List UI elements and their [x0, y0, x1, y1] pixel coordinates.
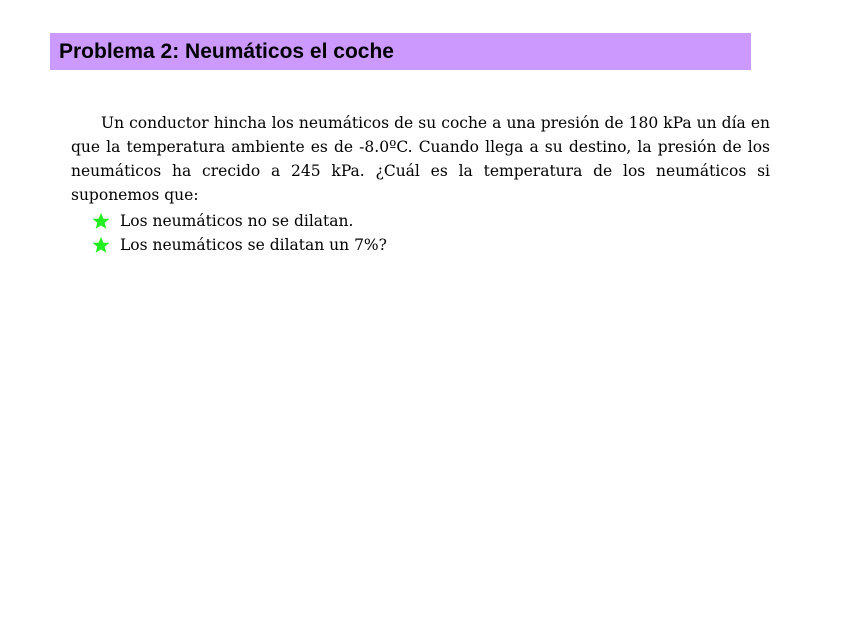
conditions-list — [71, 209, 770, 257]
page-title: Problema 2: Neumáticos el coche — [59, 40, 394, 63]
star-icon — [92, 212, 110, 230]
title-bar — [50, 33, 751, 70]
list-item-text: Los neumáticos se dilatan un 7%? — [120, 236, 387, 254]
list-item — [92, 209, 770, 233]
problem-paragraph: Un conductor hincha los neumáticos de su coche a una presión de 180 kPa un día en que la temperatura ambiente es de -8.0ºC. Cuando llega a su destino, la presión de los neumáticos ha crecido a 245 kPa. ¿Cuál es la temperatura de los neumáticos si suponemos que: — [71, 114, 770, 204]
list-item-text: Los neumáticos no se dilatan. — [120, 212, 354, 230]
problem-statement — [71, 111, 770, 257]
list-item — [92, 233, 770, 257]
star-icon — [92, 236, 110, 254]
